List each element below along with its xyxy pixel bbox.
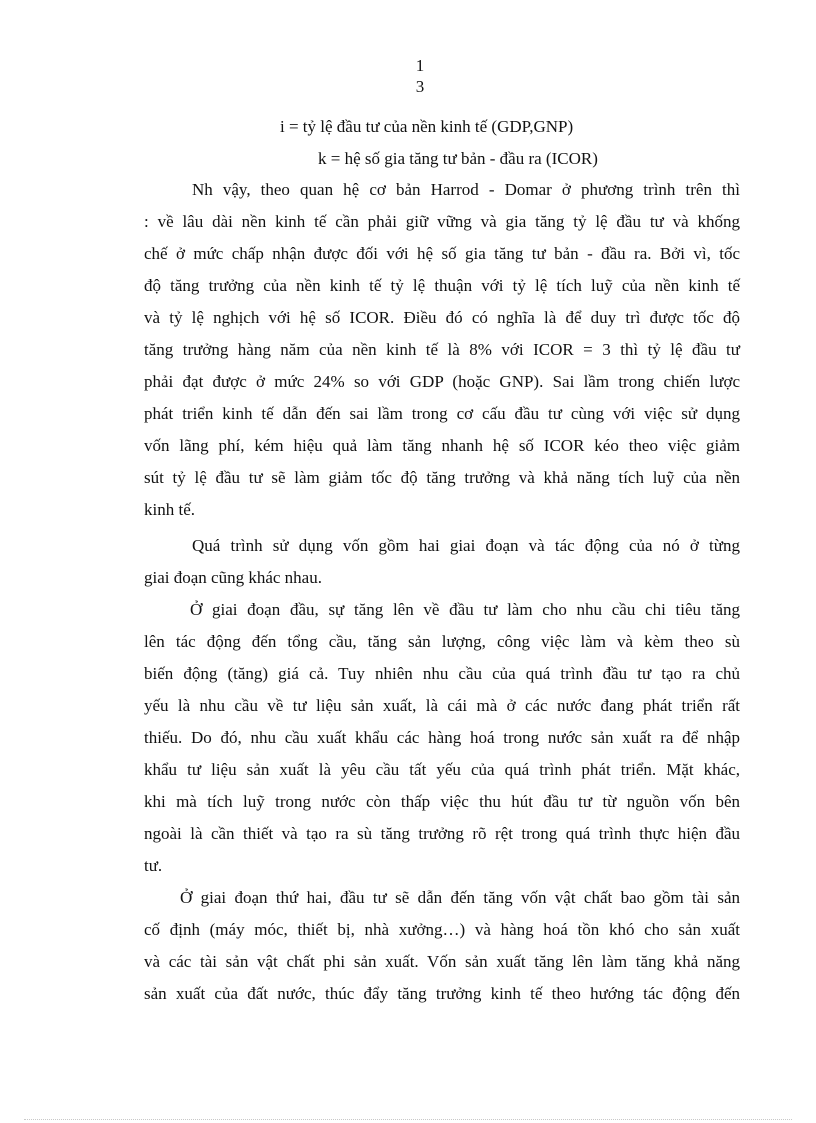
text-line: : về lâu dài nền kinh tế cần phải giữ vững và gia tăng tỷ lệ đầu tư và khống [144, 212, 740, 231]
text-line: thiếu. Do đó, nhu cầu xuất khẩu các hàng hoá trong nước sản xuất ra để nhập [144, 728, 740, 747]
page-number-line-1: 1 [415, 56, 425, 75]
text-line: phải đạt được ở mức 24% so với GDP (hoặc GNP). Sai lầm trong chiến lược [144, 372, 740, 391]
text-line: cố định (máy móc, thiết bị, nhà xưởng…) và hàng hoá tồn khó cho sản xuất [144, 920, 740, 939]
text-line: tư. [144, 856, 163, 875]
text-line: giai đoạn cũng khác nhau. [144, 568, 322, 587]
text-line: độ tăng trưởng của nền kinh tế tỷ lệ thuận với tỷ lệ tích luỹ của nền kinh tế [144, 276, 740, 295]
text-line: vốn lãng phí, kém hiệu quả làm tăng nhanh hệ số ICOR kéo theo việc giảm [144, 436, 740, 455]
text-line: lên tác động đến tổng cầu, tăng sản lượng, công việc làm và kèm theo sù [144, 632, 740, 651]
text-line: kinh tế. [144, 500, 195, 519]
text-line: phát triển kinh tế dẫn đến sai lầm trong cơ cấu đầu tư cùng với việc sử dụng [144, 404, 740, 423]
page-bottom-border [24, 1119, 792, 1120]
text-line: và các tài sản vật chất phi sản xuất. Vốn sản xuất tăng lên làm tăng khả năng [144, 952, 740, 971]
text-line: yếu là nhu cầu về tư liệu sản xuất, là cái mà ở các nước đang phát triển rất [144, 696, 740, 715]
text-line: khi mà tích luỹ trong nước còn thấp việc thu hút đầu tư từ nguồn vốn bên [144, 792, 740, 811]
text-line: Ở giai đoạn đầu, sự tăng lên về đầu tư làm cho nhu cầu chi tiêu tăng [190, 600, 740, 619]
page-number-line-2: 3 [415, 77, 425, 96]
text-line: ngoài là cần thiết và tạo ra sù tăng trưởng rõ rệt trong quá trình thực hiện đầu [144, 824, 740, 843]
text-line: khẩu tư liệu sản xuất là yêu cầu tất yếu của quá trình phát triển. Mặt khác, [144, 760, 740, 779]
formula-icor: k = hệ số gia tăng tư bản - đầu ra (ICOR) [318, 149, 598, 168]
text-line: biến động (tăng) giá cả. Tuy nhiên nhu cầu của quá trình đầu tư tạo ra chủ [144, 664, 740, 683]
text-line: sút tỷ lệ đầu tư sẽ làm giảm tốc độ tăng trưởng và khả năng tích luỹ của nền [144, 468, 740, 487]
text-line: tăng trưởng hàng năm của nền kinh tế là 8% với ICOR = 3 thì tỷ lệ đầu tư [144, 340, 740, 359]
text-line: và tỷ lệ nghịch với hệ số ICOR. Điều đó có nghĩa là để duy trì được tốc độ [144, 308, 740, 327]
text-line: Nh vậy, theo quan hệ cơ bản Harrod - Domar ở phương trình trên thì [192, 180, 740, 199]
formula-investment-rate: i = tỷ lệ đầu tư của nền kinh tế (GDP,GNP) [280, 117, 574, 136]
text-line: sản xuất của đất nước, thúc đẩy tăng trưởng kinh tế theo hướng tác động đến [144, 984, 740, 1003]
text-line: Quá trình sử dụng vốn gồm hai giai đoạn và tác động của nó ở từng [192, 536, 740, 555]
text-line: chế ở mức chấp nhận được đối với hệ số gia tăng tư bản - đầu ra. Bởi vì, tốc [144, 244, 740, 263]
text-line: Ở giai đoạn thứ hai, đầu tư sẽ dẫn đến tăng vốn vật chất bao gồm tài sản [180, 888, 740, 907]
